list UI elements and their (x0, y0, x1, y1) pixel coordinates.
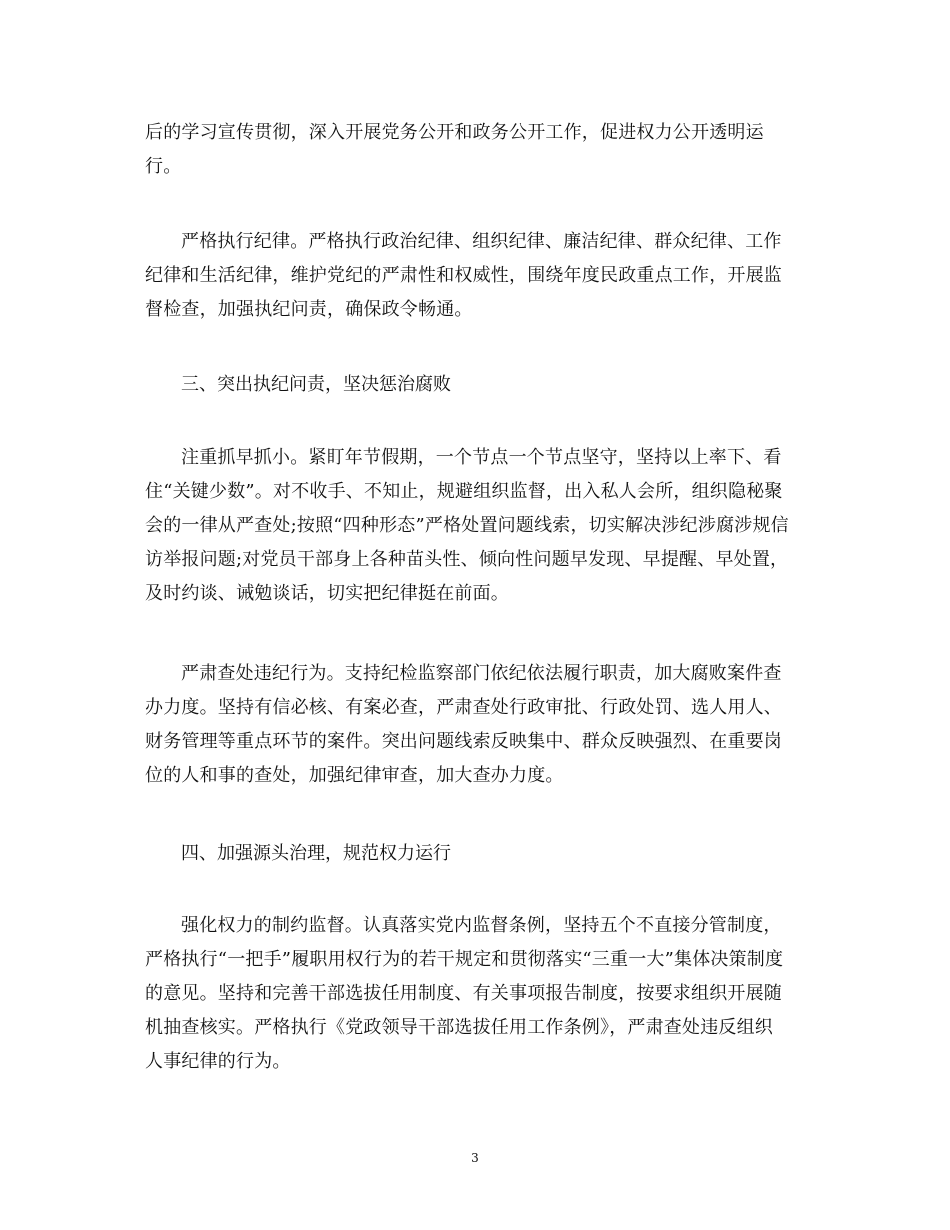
paragraph-line: 及时约谈、诫勉谈话，切实把纪律挺在前面。 (145, 583, 509, 604)
paragraph-line: 严格执行“一把手”履职用权行为的若干规定和贯彻落实“三重一大”集体决策制度 (145, 949, 784, 970)
paragraph-line: 行。 (145, 156, 182, 177)
paragraph-line: 办力度。坚持有信必核、有案必查，严肃查处行政审批、行政处罚、选人用人、 (145, 697, 782, 718)
paragraph-line: 严肃查处违纪行为。支持纪检监察部门依纪依法履行职责，加大腐败案件查 (181, 663, 782, 684)
paragraph-line: 纪律和生活纪律，维护党纪的严肃性和权威性，围绕年度民政重点工作，开展监 (145, 265, 782, 286)
paragraph-line: 注重抓早抓小。紧盯年节假期，一个节点一个节点坚守，坚持以上率下、看 (181, 447, 782, 468)
paragraph (145, 441, 810, 611)
paragraph-line: 访举报问题;对党员干部身上各种苗头性、倾向性问题早发现、早提醒、早处置， (145, 549, 789, 570)
paragraph-line: 督检查，加强执纪问责，确保政令畅通。 (145, 299, 473, 320)
paragraph-line: 住“关键少数”。对不收手、不知止，规避组织监督，出入私人会所，组织隐秘聚 (145, 481, 783, 502)
paragraph (145, 225, 810, 327)
paragraph-line: 机抽查核实。严格执行《党政领导干部选拔任用工作条例》，严肃查处违反组织 (145, 1017, 773, 1038)
paragraph-line: 强化权力的制约监督。认真落实党内监督条例，坚持五个不直接分管制度， (181, 915, 782, 936)
section-heading: 三、突出执纪问责，坚决惩治腐败 (181, 374, 451, 395)
paragraph-line: 人事纪律的行为。 (145, 1051, 291, 1072)
paragraph-line: 位的人和事的查处，加强纪律审查，加大查办力度。 (145, 765, 564, 786)
paragraph-line: 财务管理等重点环节的案件。突出问题线索反映集中、群众反映强烈、在重要岗 (145, 731, 782, 752)
section-heading: 四、加强源头治理，规范权力运行 (181, 843, 451, 864)
paragraph-line: 会的一律从严查处;按照“四种形态”严格处置问题线索，切实解决涉纪涉腐涉规信 (145, 515, 789, 536)
paragraph (145, 116, 810, 184)
page-number: 3 (471, 1151, 479, 1165)
paragraph (145, 657, 810, 793)
paragraph-line: 严格执行纪律。严格执行政治纪律、组织纪律、廉洁纪律、群众纪律、工作 (181, 231, 782, 252)
paragraph (145, 909, 810, 1079)
paragraph-line: 的意见。坚持和完善干部选拔任用制度、有关事项报告制度，按要求组织开展随 (145, 983, 782, 1004)
paragraph-line: 后的学习宣传贯彻，深入开展党务公开和政务公开工作，促进权力公开透明运 (145, 122, 764, 143)
